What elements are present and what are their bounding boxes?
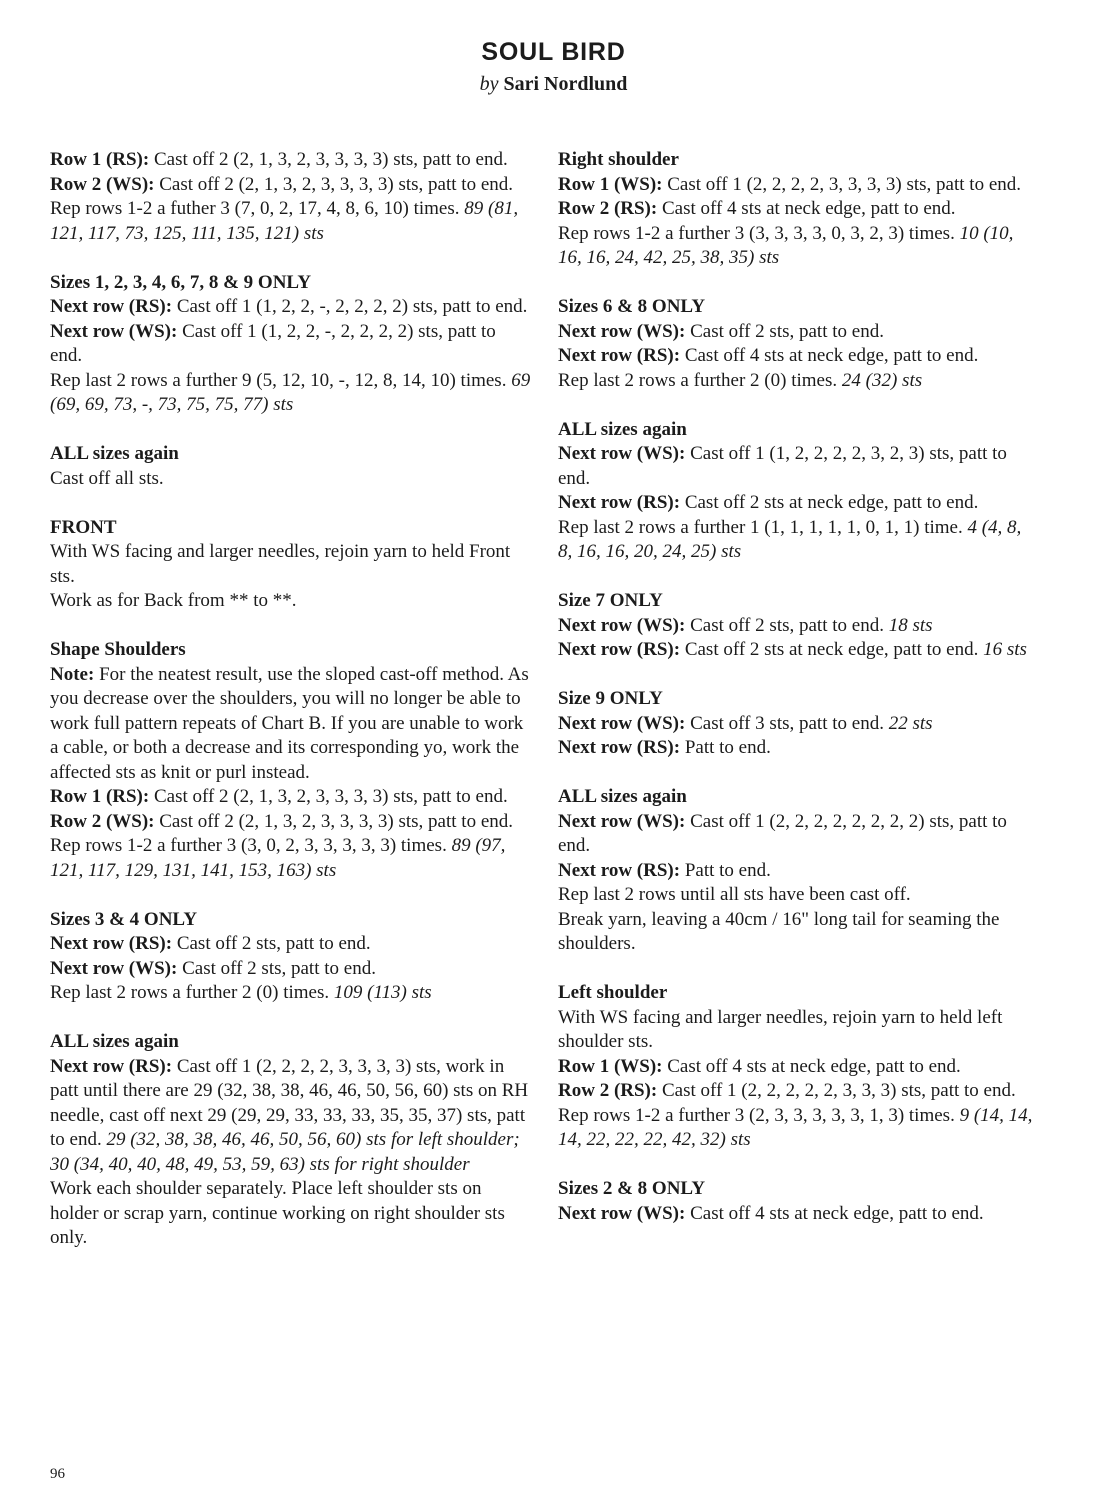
paragraph [50,173,531,198]
bold-label: Next row (WS): [558,614,686,636]
body-text: Cast off 2 sts at neck edge, patt to end. [680,492,979,513]
bold-label: Row 1 (RS): [50,786,150,807]
section-heading [558,1177,1039,1202]
paragraph [558,197,1039,222]
body-text: Work each shoulder separately. Place left shoulder sts on holder or scrap yarn, continue working on right shoulder sts only. [50,1178,505,1248]
stitch-count: 24 (32) sts [841,369,923,391]
body-text: Cast off 2 sts, patt to end. [685,614,889,636]
body-text: Rep last 2 rows a further 2 (0) times. [558,369,842,391]
page-footer [50,1466,65,1483]
bold-label: Row 2 (WS): [50,810,155,832]
body-text: Cast off 1 (2, 2, 2, 2, 3, 3, 3, 3) sts, work in patt until there are 29 (32, 38, 38, 46, 46, 50, 56, 60) sts on RH needle, cast off next 29 (29, 29, 33, 33, 33, 35, 35, 37) sts, patt to end. [50,1055,529,1150]
bold-label: Next row (RS): [558,859,681,881]
paragraph [558,859,1039,884]
paragraph [50,663,531,786]
body-text: Patt to end. [680,859,771,881]
bold-label: ALL sizes again [50,1031,179,1052]
bold-label: Next row (WS): [50,320,178,342]
stitch-count: 10 (10, 16, 16, 24, 42, 25, 38, 35) sts [558,222,1014,268]
section-heading [50,516,531,541]
bold-label: Next row (RS): [558,639,681,660]
body-text: Cast off 2 sts, patt to end. [172,933,371,954]
bold-label: Next row (WS): [558,810,686,832]
section-heading [50,908,531,933]
paragraph [558,491,1039,516]
body-text: Cast off 2 sts, patt to end. [177,957,376,979]
bold-label: Row 2 (WS): [50,173,155,195]
body-text: With WS facing and larger needles, rejoin yarn to held left shoulder sts. [558,1006,1003,1052]
paragraph [558,516,1039,565]
column-left [50,148,531,1251]
paragraph [558,1055,1039,1080]
paragraph [50,785,531,810]
body-text: With WS facing and larger needles, rejoin yarn to held Front sts. [50,541,511,587]
body-text: Rep rows 1-2 a further 3 (3, 3, 3, 3, 0, 3, 2, 3) times. [558,222,960,244]
body-text: Cast off 1 (2, 2, 2, 2, 2, 2, 2, 2) sts, patt to end. [558,810,1007,856]
paragraph [558,1104,1039,1153]
column-right [558,148,1039,1251]
bold-label: Sizes 2 & 8 ONLY [558,1178,706,1199]
stitch-count: 9 (14, 14, 14, 22, 22, 22, 42, 32) sts [558,1104,1033,1150]
paragraph [558,173,1039,198]
paragraph [558,1079,1039,1104]
bold-label: Next row (RS): [50,1055,173,1077]
section-heading [50,1030,531,1055]
body-text: Cast off 1 (1, 2, 2, -, 2, 2, 2, 2) sts, patt to end. [172,296,528,317]
bold-label: Row 1 (RS): [50,149,150,170]
bold-label: ALL sizes again [50,443,179,464]
bold-label: Row 2 (RS): [558,198,658,219]
section-heading [50,442,531,467]
body-text: Cast off 4 sts at neck edge, patt to end. [685,1202,984,1224]
section-heading [558,418,1039,443]
section-heading [558,295,1039,320]
section-heading [558,981,1039,1006]
paragraph [50,981,531,1006]
stitch-count: 69 (69, 69, 73, -, 73, 75, 75, 77) sts [50,369,531,415]
section-heading [558,589,1039,614]
body-text: Rep last 2 rows a further 2 (0) times. [50,982,334,1003]
page-subtitle [50,73,1057,96]
body-text: Cast off 1 (1, 2, 2, -, 2, 2, 2, 2) sts, patt to end. [50,320,496,366]
body-text: Cast off 4 sts at neck edge, patt to end. [680,345,979,366]
bold-label: Row 1 (WS): [558,1055,663,1077]
paragraph [558,810,1039,859]
bold-label: Shape Shoulders [50,639,186,660]
body-text: Cast off 1 (2, 2, 2, 2, 3, 3, 3, 3) sts, patt to end. [662,173,1022,195]
body-text: Cast off 2 (2, 1, 3, 2, 3, 3, 3, 3) sts, patt to end. [154,810,514,832]
bold-label: Next row (RS): [558,737,681,758]
body-text: Cast off 2 sts, patt to end. [685,320,884,342]
paragraph [50,810,531,835]
stitch-count: 89 (81, 121, 117, 73, 125, 111, 135, 121) sts [50,198,519,244]
bold-label: Next row (WS): [558,1202,686,1224]
bold-label: Next row (WS): [50,957,178,979]
stitch-count: 4 (4, 8, 8, 16, 16, 20, 24, 25) sts [558,516,1022,562]
stitch-count: 18 sts [888,614,933,636]
bold-label: Next row (RS): [50,933,173,954]
bold-label: Note: [50,663,95,685]
body-text: For the neatest result, use the sloped cast-off method. As you decrease over the shoulders, you will no longer be able to work full pattern repeats of Chart B. If you are unable to work a cable, or both a decrease and its corresponding yo, work the affected sts as knit or purl instead. [50,663,529,783]
bold-label: Size 9 ONLY [558,688,663,709]
section-heading [558,687,1039,712]
bold-label: Next row (WS): [558,712,686,734]
paragraph [558,638,1039,663]
byline-author: Sari Nordlund [503,73,628,95]
paragraph [558,344,1039,369]
body-text: Rep last 2 rows a further 9 (5, 12, 10, -, 12, 8, 14, 10) times. [50,369,512,391]
paragraph [558,320,1039,345]
bold-label: ALL sizes again [558,786,687,807]
body-text: Patt to end. [680,737,771,758]
paragraph [558,712,1039,737]
paragraph [50,932,531,957]
body-text: Cast off 1 (2, 2, 2, 2, 2, 3, 3, 3) sts, patt to end. [657,1080,1016,1101]
body-text: Break yarn, leaving a 40cm / 16" long tail for seaming the shoulders. [558,908,1000,954]
paragraph [558,883,1039,908]
paragraph [558,1006,1039,1055]
bold-label: Next row (WS): [558,320,686,342]
paragraph [50,295,531,320]
body-text: Rep rows 1-2 a further 3 (2, 3, 3, 3, 3, 3, 1, 3) times. [558,1104,960,1126]
body-text: Rep rows 1-2 a further 3 (3, 0, 2, 3, 3, 3, 3, 3) times. [50,835,452,856]
bold-label: Sizes 1, 2, 3, 4, 6, 7, 8 & 9 ONLY [50,271,312,293]
bold-label: FRONT [50,516,117,538]
paragraph [50,957,531,982]
body-text: Rep rows 1-2 a futher 3 (7, 0, 2, 17, 4, 8, 6, 10) times. [50,198,465,219]
section-heading [50,271,531,296]
bold-label: Left shoulder [558,982,668,1003]
bold-label: Size 7 ONLY [558,590,663,611]
bold-label: ALL sizes again [558,418,687,440]
paragraph [50,467,531,492]
stitch-count: 89 (97, 121, 117, 129, 131, 141, 153, 163) sts [50,835,506,881]
paragraph [558,222,1039,271]
body-text: Cast off 4 sts at neck edge, patt to end. [657,198,956,219]
paragraph [558,908,1039,957]
body-text: Cast off 4 sts at neck edge, patt to end. [662,1055,961,1077]
paragraph [558,369,1039,394]
paragraph [558,1202,1039,1227]
paragraph [50,148,531,173]
body-text: Work as for Back from ** to **. [50,590,297,611]
bold-label: Sizes 6 & 8 ONLY [558,296,706,317]
paragraph [50,1055,531,1178]
bold-label: Sizes 3 & 4 ONLY [50,908,198,930]
paragraph [50,540,531,589]
pattern-body [50,148,1057,1251]
bold-label: Next row (WS): [558,443,686,464]
byline-prefix: by [479,73,499,95]
bold-label: Row 2 (RS): [558,1080,658,1101]
stitch-count: 22 sts [888,712,933,734]
body-text: Cast off all sts. [50,467,164,489]
body-text: Rep last 2 rows until all sts have been cast off. [558,884,911,905]
paragraph [558,736,1039,761]
paragraph [50,589,531,614]
paragraph [50,197,531,246]
page-number: 96 [50,1466,65,1482]
section-heading [558,785,1039,810]
body-text: Cast off 1 (1, 2, 2, 2, 2, 3, 2, 3) sts, patt to end. [558,443,1007,489]
paragraph [50,1177,531,1251]
bold-label: Next row (RS): [558,492,681,513]
body-text: Cast off 2 sts at neck edge, patt to end. [680,639,984,660]
stitch-count: 16 sts [983,639,1027,660]
paragraph [558,442,1039,491]
paragraph [50,369,531,418]
body-text: Cast off 2 (2, 1, 3, 2, 3, 3, 3, 3) sts, patt to end. [154,173,514,195]
paragraph [50,834,531,883]
body-text: Cast off 2 (2, 1, 3, 2, 3, 3, 3, 3) sts, patt to end. [149,786,508,807]
bold-label: Next row (RS): [558,345,681,366]
paragraph [558,614,1039,639]
section-heading [50,638,531,663]
stitch-count: 29 (32, 38, 38, 46, 46, 50, 56, 60) sts for left shoulder; 30 (34, 40, 40, 48, 49, 53, 59, 63) sts for right shoulder [50,1129,520,1175]
section-heading [558,148,1039,173]
page-title: SOUL BIRD [481,38,626,66]
stitch-count: 109 (113) sts [333,982,432,1003]
bold-label: Right shoulder [558,149,679,170]
body-text: Cast off 2 (2, 1, 3, 2, 3, 3, 3, 3) sts, patt to end. [149,149,508,170]
bold-label: Row 1 (WS): [558,173,663,195]
page-header [50,38,1057,96]
paragraph [50,320,531,369]
bold-label: Next row (RS): [50,296,173,317]
body-text: Cast off 3 sts, patt to end. [685,712,889,734]
body-text: Rep last 2 rows a further 1 (1, 1, 1, 1, 1, 0, 1, 1) time. [558,516,968,538]
